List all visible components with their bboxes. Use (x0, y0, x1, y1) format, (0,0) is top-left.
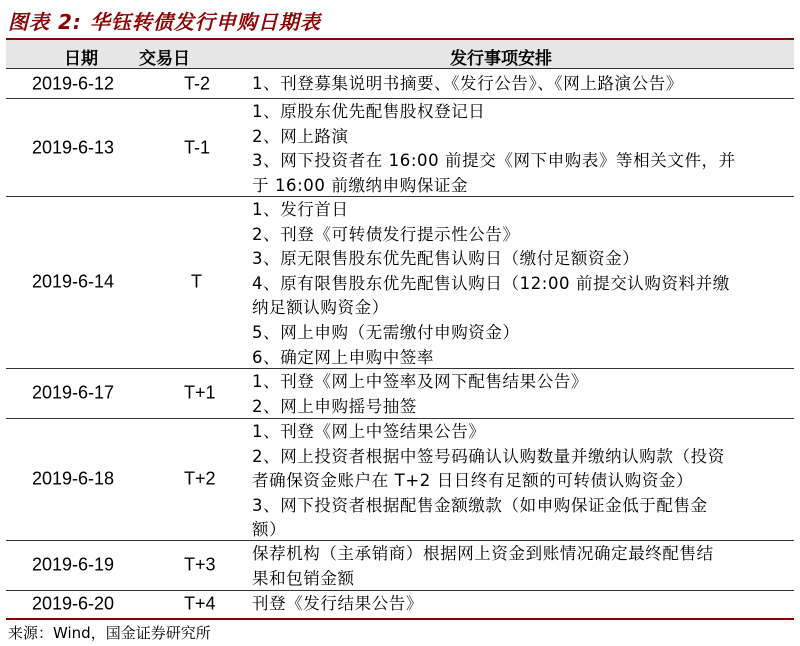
row-item: 6、确定网上申购中签率 (252, 347, 435, 367)
table-row (6, 98, 794, 196)
row-item: 保荐机构（主承销商）根据网上资金到账情况确定最终配售结 (252, 544, 714, 563)
row-item: 3、网下投资者在 16:00 前提交《网下申购表》等相关文件，并 (252, 151, 736, 171)
row-item: 5、网上申购（无需缴付申购资金） (252, 322, 520, 342)
row-date: 2019-6-12 (32, 73, 115, 94)
row-items (252, 100, 786, 198)
row-item: 纳足额认购资金） (252, 298, 389, 318)
row-item: 果和包销金额 (252, 568, 355, 588)
row-item: 1、刊登募集说明书摘要、《发行公告》、《网上路演公告》 (252, 74, 683, 93)
row-date: 2019-6-14 (32, 271, 115, 292)
table-row (6, 418, 794, 540)
row-item: 者确保资金账户在 T+2 日日终有足额的可转债认购资金） (252, 471, 694, 491)
row-item: 1、刊登《网上中签结果公告》 (252, 422, 486, 441)
row-date: 2019-6-20 (32, 593, 115, 614)
row-item: 于 16:00 前缴纳申购保证金 (252, 175, 469, 195)
table-row (6, 590, 794, 618)
row-item: 1、原股东优先配售股权登记日 (252, 102, 486, 121)
row-item: 1、发行首日 (252, 200, 349, 219)
row-trading-day: T+3 (184, 554, 216, 575)
row-item: 2、网上路演 (252, 126, 349, 146)
row-items (252, 72, 786, 97)
table-header (6, 40, 794, 69)
row-item: 额） (252, 520, 287, 540)
header-trading-day: 交易日 (139, 49, 190, 69)
row-item: 2、刊登《可转债发行提示性公告》 (252, 224, 520, 244)
row-items (252, 542, 786, 591)
row-trading-day: T-1 (184, 137, 211, 158)
table-row (6, 70, 794, 98)
row-item: 1、刊登《网上中签率及网下配售结果公告》 (252, 372, 588, 391)
header-date: 日期 (64, 49, 98, 69)
table-row (6, 540, 794, 590)
source-note: 来源：Wind，国金证券研究所 (8, 624, 211, 642)
row-date: 2019-6-17 (32, 382, 115, 403)
row-item: 3、网下投资者根据配售金额缴款（如申购保证金低于配售金 (252, 495, 708, 515)
row-item: 3、原无限售股东优先配售认购日（缴付足额资金） (252, 249, 640, 269)
row-item: 刊登《发行结果公告》 (252, 594, 423, 613)
row-trading-day: T-2 (184, 73, 211, 94)
row-date: 2019-6-13 (32, 137, 115, 158)
figure-title: 图表 2: 华钰转债发行申购日期表 (8, 10, 321, 34)
bottom-rule (6, 618, 794, 620)
row-items (252, 198, 786, 370)
row-trading-day: T+1 (184, 382, 216, 403)
row-trading-day: T (191, 271, 202, 292)
row-items (252, 592, 786, 617)
row-items (252, 420, 786, 543)
row-item: 2、网上申购摇号抽签 (252, 396, 417, 416)
row-item: 4、原有限售股东优先配售认购日（12:00 前提交认购资料并缴 (252, 273, 730, 293)
row-item: 2、网上投资者根据中签号码确认认购数量并缴纳认购款（投资 (252, 446, 725, 466)
row-items (252, 370, 786, 419)
row-trading-day: T+2 (184, 468, 216, 489)
table-row (6, 196, 794, 368)
table-row (6, 368, 794, 418)
row-date: 2019-6-18 (32, 468, 115, 489)
header-issuance-items: 发行事项安排 (450, 49, 552, 69)
row-date: 2019-6-19 (32, 554, 115, 575)
row-trading-day: T+4 (184, 593, 216, 614)
